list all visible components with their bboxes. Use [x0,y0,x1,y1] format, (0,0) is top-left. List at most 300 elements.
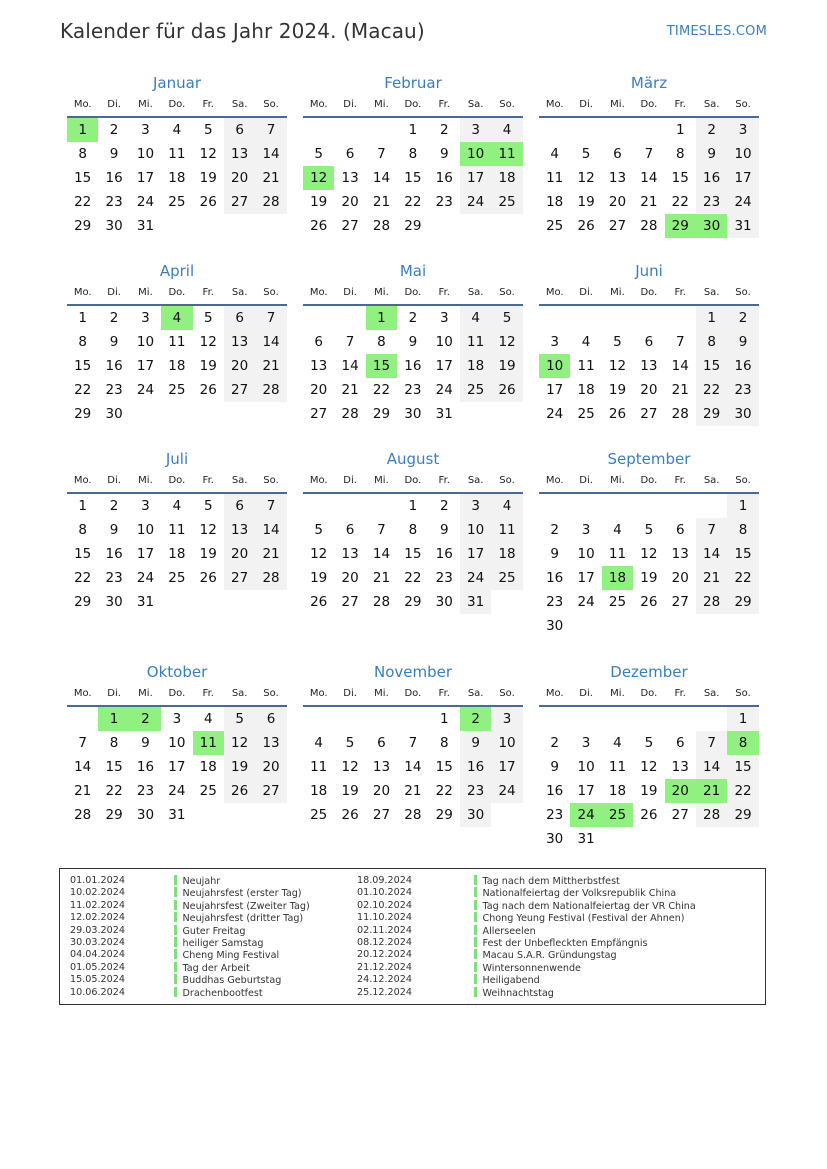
empty-cell [602,118,633,142]
day-cell: 3 [439,310,449,326]
day-cell: 29 [404,218,422,234]
holiday-date [357,974,412,986]
weekend-day-cell: 15 [696,354,727,378]
day-cell: 12 [199,522,217,538]
day-cell: 9 [439,522,449,538]
day-cell: 24 [136,194,155,210]
day-cell: 29 [404,594,422,610]
day-cell: 22 [105,783,123,799]
month-title: Februar [384,74,442,92]
day-cell: 20 [608,194,627,210]
weekday-label: Mi. [374,688,389,699]
day-cell: 23 [546,594,564,610]
day-cell: 18 [168,546,186,562]
day-cell: 2 [439,498,449,514]
holiday-marker-icon [474,875,477,885]
day-cell: 12 [199,146,217,162]
day-cell: 6 [675,522,685,538]
day-cell: 26 [199,382,217,398]
day-cell: 22 [435,783,453,799]
holiday-date [70,887,125,899]
day-grid [539,707,759,851]
holiday-day-cell: 8 [727,731,758,755]
holiday-name-text: Tag nach dem Mittherbstfest [482,876,620,887]
holiday-marker-icon [174,937,177,947]
day-cell: 14 [74,759,92,775]
weekend-day-cell: 1 [727,494,758,518]
holiday-marker-icon [174,900,177,910]
weekend-day-cell: 15 [727,755,758,779]
weekday-label: Fr. [438,287,450,298]
holiday-name-text: Drachenbootfest [182,987,263,999]
day-cell: 23 [105,382,123,398]
holiday-date-text: 01.10.2024 [357,887,412,899]
day-cell: 10 [577,759,595,775]
holiday-day-cell: 1 [67,118,98,142]
weekend-day-cell: 3 [491,707,522,731]
day-grid [67,118,287,238]
weekday-label: Mo. [309,99,328,110]
weekday-label: Mo. [73,475,92,486]
holiday-name-text: Neujahrsfest (erster Tag) [182,888,302,900]
holiday-name [474,937,696,949]
holiday-legend [59,868,766,1005]
empty-cell [334,306,365,330]
day-cell: 21 [671,382,689,398]
holiday-name [474,962,696,974]
day-cell: 9 [109,334,119,350]
empty-cell [570,118,601,142]
day-cell: 28 [640,218,658,234]
day-cell: 30 [105,406,123,422]
weekend-day-cell: 4 [491,494,522,518]
day-cell: 10 [136,334,155,350]
weekend-day-cell: 27 [224,190,255,214]
weekday-label: So. [499,287,515,298]
weekend-day-cell: 26 [491,378,522,402]
page-title: Kalender für das Jahr 2024. (Macau) [60,19,425,43]
day-cell: 5 [314,522,323,538]
day-cell: 6 [675,735,685,751]
empty-cell [303,707,334,731]
empty-cell [366,707,397,731]
weekday-label: Sa. [231,688,248,699]
day-cell: 22 [74,194,92,210]
weekday-label: Mi. [610,287,625,298]
day-cell: 17 [577,783,595,799]
weekday-label: Sa. [231,475,248,486]
weekend-day-cell: 15 [727,542,758,566]
weekend-day-cell: 16 [696,166,727,190]
holiday-marker-icon [474,925,477,935]
day-cell: 2 [550,522,559,538]
holiday-day-cell: 25 [602,803,633,827]
day-cell: 26 [310,594,328,610]
weekday-label: Mi. [138,99,153,110]
day-cell: 26 [640,807,658,823]
weekday-label: Sa. [467,475,484,486]
day-cell: 4 [314,735,323,751]
weekend-day-cell: 25 [491,566,522,590]
day-cell: 30 [105,218,123,234]
weekday-label: Di. [343,99,357,110]
holiday-date [357,925,412,937]
day-cell: 1 [408,498,418,514]
holiday-name [174,949,310,961]
day-cell: 11 [168,334,186,350]
day-cell: 26 [310,218,328,234]
day-cell: 2 [109,122,119,138]
holiday-date [357,949,412,961]
weekday-label: Di. [579,688,593,699]
holiday-date-text: 10.06.2024 [70,986,125,998]
weekday-label: Mo. [545,688,564,699]
day-cell: 2 [550,735,559,751]
day-cell: 23 [546,807,564,823]
holiday-date [70,949,125,961]
weekday-label: Do. [168,287,186,298]
day-cell: 1 [675,122,685,138]
day-cell: 27 [640,406,658,422]
brand-link[interactable]: TIMESLES.COM [666,24,767,39]
holiday-day-cell: 24 [570,803,601,827]
day-cell: 11 [168,146,186,162]
day-cell: 20 [341,570,359,586]
day-cell: 22 [404,194,422,210]
holiday-day-cell: 18 [602,566,633,590]
day-cell: 8 [675,146,685,162]
weekend-day-cell: 3 [727,118,758,142]
day-cell: 22 [404,570,422,586]
day-cell: 8 [377,334,386,350]
holiday-name-text: Neujahr [182,876,221,887]
weekend-day-cell: 27 [224,378,255,402]
weekend-day-cell: 27 [255,779,286,803]
weekday-label: Mo. [309,287,328,298]
empty-cell [570,494,601,518]
day-cell: 15 [404,170,422,186]
day-cell: 28 [372,594,391,610]
holiday-name [474,875,696,887]
weekday-label: Di. [343,475,357,486]
holiday-name [174,887,310,899]
holiday-day-cell: 15 [366,354,397,378]
holiday-name [174,974,310,986]
holiday-marker-icon [174,974,177,984]
day-cell: 27 [372,807,391,823]
weekend-day-cell: 19 [491,354,522,378]
day-cell: 30 [546,618,564,634]
weekend-day-cell: 21 [255,542,286,566]
day-cell: 1 [408,122,418,138]
day-cell: 3 [141,310,150,326]
weekday-header [67,472,287,490]
weekday-label: Mo. [73,287,92,298]
holiday-name [174,875,310,887]
weekday-header [539,685,759,703]
holiday-dates-right [357,875,412,999]
holiday-name-text: Neujahrsfest (Zweiter Tag) [182,900,310,912]
month-title: Oktober [146,663,208,681]
weekday-label: Sa. [467,688,484,699]
weekend-day-cell: 7 [696,518,727,542]
day-cell: 27 [310,406,328,422]
weekday-label: Mi. [374,475,389,486]
day-cell: 24 [136,570,155,586]
holiday-name [474,887,696,899]
day-cell: 23 [105,194,123,210]
weekend-day-cell: 6 [224,118,255,142]
day-cell: 23 [136,783,155,799]
weekend-day-cell: 18 [491,542,522,566]
day-cell: 6 [345,146,355,162]
holiday-day-cell: 10 [539,354,570,378]
weekday-label: Mi. [138,475,153,486]
day-cell: 17 [136,546,155,562]
weekday-header [303,472,523,490]
day-cell: 13 [671,546,689,562]
holiday-marker-icon [174,987,177,997]
day-cell: 26 [341,807,359,823]
day-cell: 18 [310,783,328,799]
day-cell: 30 [105,594,123,610]
weekend-day-cell: 17 [491,755,522,779]
day-cell: 3 [581,522,591,538]
day-cell: 2 [109,498,119,514]
day-grid [67,494,287,614]
day-cell: 29 [74,218,92,234]
empty-cell [539,118,570,142]
day-cell: 7 [78,735,87,751]
day-cell: 9 [109,146,119,162]
weekday-label: Mo. [309,688,328,699]
weekday-label: Mi. [138,688,153,699]
holiday-date-text: 24.12.2024 [357,974,412,986]
weekday-label: Sa. [231,287,248,298]
empty-cell [633,707,664,731]
weekend-day-cell: 6 [224,306,255,330]
weekday-label: Mo. [545,99,564,110]
day-cell: 4 [581,334,591,350]
day-cell: 14 [404,759,422,775]
day-cell: 18 [608,783,627,799]
weekday-label: Mo. [545,287,564,298]
weekday-label: Sa. [703,287,720,298]
holiday-day-cell: 30 [696,214,727,238]
day-cell: 4 [550,146,559,162]
holiday-date-text: 30.03.2024 [70,936,125,948]
day-cell: 13 [341,546,359,562]
weekday-label: Di. [107,99,121,110]
day-cell: 19 [310,194,328,210]
holiday-date [70,912,125,924]
weekday-label: Mo. [73,688,92,699]
day-cell: 20 [310,382,328,398]
day-cell: 7 [345,334,355,350]
day-cell: 4 [613,522,622,538]
weekday-label: Do. [168,99,186,110]
day-cell: 17 [546,382,564,398]
holiday-marker-icon [474,912,477,922]
weekend-day-cell: 31 [727,214,758,238]
day-cell: 26 [199,194,217,210]
weekday-label: Mo. [309,475,328,486]
weekday-label: So. [263,475,279,486]
holiday-date [70,875,125,887]
holiday-names-left [174,875,310,999]
weekend-day-cell: 4 [491,118,522,142]
holiday-day-cell: 21 [696,779,727,803]
holiday-date [70,987,125,999]
month-juni [539,260,759,426]
holiday-date [357,912,412,924]
empty-cell [602,707,633,731]
day-cell: 3 [141,122,150,138]
weekend-day-cell: 29 [727,803,758,827]
day-cell: 21 [372,194,391,210]
weekend-day-cell: 30 [460,803,491,827]
day-cell: 30 [546,831,564,847]
day-cell: 13 [341,170,359,186]
day-cell: 5 [345,735,355,751]
day-cell: 24 [577,594,595,610]
weekend-day-cell: 1 [696,306,727,330]
day-cell: 13 [640,358,658,374]
weekday-label: So. [263,99,279,110]
weekend-day-cell: 10 [460,518,491,542]
holiday-name-text: Buddhas Geburtstag [182,975,282,987]
weekend-day-cell: 29 [727,590,758,614]
day-cell: 26 [577,218,595,234]
month-title: September [607,450,691,468]
weekend-day-cell: 5 [491,306,522,330]
day-cell: 30 [404,406,422,422]
empty-cell [334,118,365,142]
day-cell: 13 [310,358,328,374]
weekend-day-cell: 23 [727,378,758,402]
holiday-marker-icon [474,937,477,947]
day-cell: 7 [408,735,418,751]
day-cell: 25 [168,194,186,210]
day-cell: 2 [439,122,449,138]
weekday-label: Sa. [231,99,248,110]
day-cell: 8 [408,146,418,162]
weekend-day-cell: 23 [696,190,727,214]
weekday-label: Fr. [202,475,214,486]
day-cell: 27 [671,594,689,610]
weekend-day-cell: 24 [460,566,491,590]
weekday-label: So. [735,475,751,486]
day-cell: 14 [640,170,658,186]
empty-cell [366,494,397,518]
day-cell: 16 [435,170,453,186]
day-cell: 28 [74,807,92,823]
holiday-name [474,987,696,999]
day-cell: 25 [608,594,627,610]
day-cell: 5 [203,498,213,514]
day-cell: 7 [675,334,685,350]
day-cell: 5 [613,334,622,350]
weekday-label: Fr. [202,99,214,110]
weekend-day-cell: 21 [255,166,286,190]
day-cell: 15 [74,546,92,562]
weekday-label: Fr. [202,688,214,699]
day-cell: 25 [168,570,186,586]
holiday-name [174,925,310,937]
holiday-date-text: 25.12.2024 [357,986,412,998]
weekday-label: So. [263,287,279,298]
holiday-date-text: 08.12.2024 [357,936,412,948]
day-cell: 24 [546,406,564,422]
empty-cell [665,494,696,518]
holiday-marker-icon [174,912,177,922]
weekend-day-cell: 5 [224,707,255,731]
holiday-date-text: 01.05.2024 [70,961,125,973]
weekday-label: Do. [640,688,658,699]
day-cell: 6 [377,735,386,751]
holiday-dates-left [70,875,125,999]
weekend-day-cell: 24 [491,779,522,803]
weekend-day-cell: 7 [255,494,286,518]
day-cell: 29 [372,406,391,422]
weekday-label: Sa. [467,99,484,110]
day-cell: 11 [168,522,186,538]
weekday-header [67,685,287,703]
weekday-header [67,284,287,302]
day-cell: 22 [74,570,92,586]
day-cell: 2 [408,310,418,326]
weekend-day-cell: 7 [255,118,286,142]
weekend-day-cell: 4 [460,306,491,330]
holiday-name [174,900,310,912]
weekend-day-cell: 9 [727,330,758,354]
day-cell: 8 [78,334,87,350]
weekend-day-cell: 25 [460,378,491,402]
day-grid [303,707,523,827]
weekday-label: Di. [343,688,357,699]
month-november [303,661,523,827]
holiday-name-text: Tag der Arbeit [182,962,250,974]
day-cell: 26 [199,570,217,586]
holiday-date-text: 12.02.2024 [70,912,125,924]
holiday-name-text: heiliger Samstag [182,937,264,949]
weekday-label: So. [735,688,751,699]
weekend-day-cell: 3 [460,494,491,518]
day-cell: 18 [577,382,595,398]
weekday-label: Sa. [703,475,720,486]
weekend-day-cell: 12 [224,731,255,755]
holiday-name [474,949,696,961]
holiday-marker-icon [474,887,477,897]
day-cell: 5 [314,146,323,162]
weekend-day-cell: 28 [255,378,286,402]
holiday-name [474,900,696,912]
weekend-day-cell: 12 [491,330,522,354]
weekday-label: Mi. [610,688,625,699]
weekday-label: Di. [579,99,593,110]
weekend-day-cell: 17 [727,166,758,190]
weekend-day-cell: 14 [696,755,727,779]
weekday-label: So. [499,688,515,699]
day-cell: 31 [435,406,453,422]
day-cell: 15 [74,358,92,374]
weekend-day-cell: 28 [696,803,727,827]
weekday-label: Sa. [703,688,720,699]
weekday-label: Do. [404,287,422,298]
holiday-day-cell: 2 [130,707,161,731]
empty-cell [397,707,428,731]
holiday-marker-icon [174,887,177,897]
